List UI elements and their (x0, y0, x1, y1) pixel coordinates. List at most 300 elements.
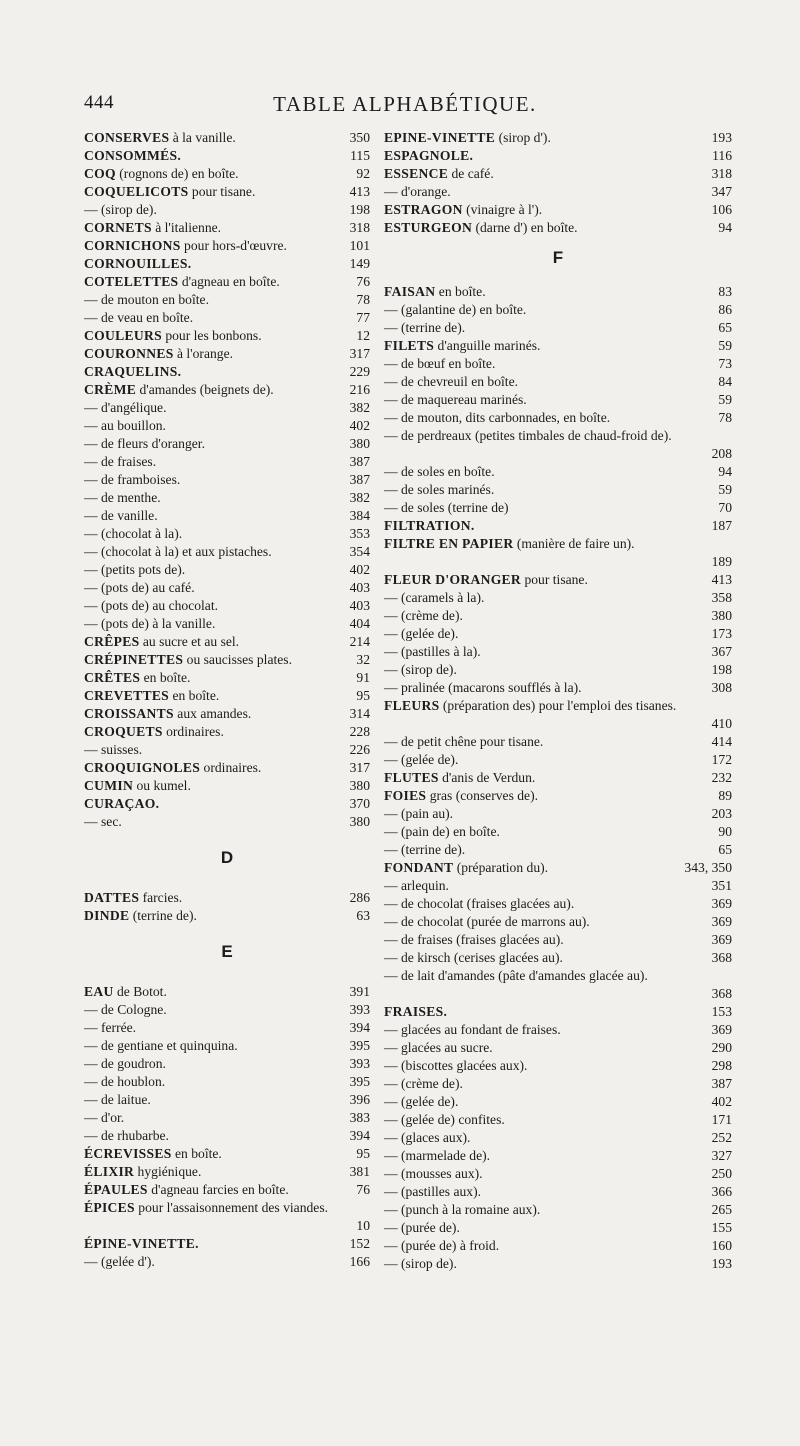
index-entry (84, 1127, 370, 1145)
entry-page-number: 228 (349, 724, 370, 739)
entry-page-number: 252 (711, 1130, 732, 1145)
entry-page-number: 350 (349, 130, 370, 145)
entry-detail: (terrine de). (129, 908, 197, 923)
spacer (384, 271, 732, 283)
entry-page-number: 86 (718, 302, 732, 317)
entry-detail: pour l'assaisonnement des viandes. (134, 1200, 329, 1215)
entry-keyword: FILTRATION. (384, 518, 475, 533)
entry-page-number: 347 (711, 184, 732, 199)
entry-detail: — glacées au fondant de fraises. (384, 1022, 561, 1037)
entry-keyword: DATTES (84, 890, 140, 905)
entry-detail: — (pain de) en boîte. (384, 824, 500, 839)
entry-page-number: 395 (349, 1038, 370, 1053)
entry-text (384, 877, 449, 895)
entry-text (384, 129, 551, 147)
entry-detail: — de kirsch (cerises glacées au). (384, 950, 563, 965)
entry-detail: — de petit chêne pour tisane. (384, 734, 544, 749)
entry-page-number: 173 (711, 626, 732, 641)
index-entry (384, 147, 732, 165)
index-entry (384, 787, 732, 805)
entry-page-number: 155 (711, 1220, 732, 1235)
entry-text (384, 895, 574, 913)
index-entry (84, 381, 370, 399)
entry-detail: de café. (448, 166, 494, 181)
entry-detail: — (marmelade de). (384, 1148, 491, 1163)
entry-detail: hygiénique. (134, 1164, 202, 1179)
index-entry (384, 1003, 732, 1021)
entry-page-number: 78 (356, 292, 370, 307)
entry-text (84, 1073, 165, 1091)
index-entry (84, 273, 370, 291)
index-column-left (84, 129, 370, 1271)
entry-page-number: 368 (711, 950, 732, 965)
entry-detail: (vinaigre à l'). (462, 202, 543, 217)
entry-text (384, 219, 578, 237)
entry-detail: — (pastilles aux). (384, 1184, 482, 1199)
entry-page-number: 95 (356, 688, 370, 703)
entry-text (84, 705, 251, 723)
index-entry (384, 1201, 732, 1219)
entry-page-number: 402 (349, 418, 370, 433)
entry-page-number: 317 (349, 346, 370, 361)
entry-detail: (préparation du). (453, 860, 549, 875)
index-entry (384, 1111, 732, 1129)
index-entry (84, 165, 370, 183)
index-entry (84, 1199, 370, 1235)
entry-keyword: CROISSANTS (84, 706, 174, 721)
entry-text (84, 255, 191, 273)
entry-detail: — glacées au sucre. (384, 1040, 493, 1055)
entry-text (384, 931, 564, 949)
entry-detail: à la vanille. (169, 130, 236, 145)
entry-detail: — (pain au). (384, 806, 454, 821)
entry-text (84, 1181, 289, 1199)
index-entry (384, 697, 732, 733)
entry-keyword: FRAISES. (384, 1004, 448, 1019)
index-entry (84, 1073, 370, 1091)
index-entry (84, 543, 370, 561)
index-entry (384, 1219, 732, 1237)
entry-page-number: 318 (349, 220, 370, 235)
entry-page-number: 214 (349, 634, 370, 649)
entry-page-number: 90 (718, 824, 732, 839)
entry-detail: — (pots de) au café. (84, 580, 195, 595)
entry-text (84, 129, 236, 147)
index-entry (384, 129, 732, 147)
entry-detail: pour tisane. (188, 184, 256, 199)
entry-page-number: 89 (718, 788, 732, 803)
entry-text (384, 949, 563, 967)
entry-page-number: 354 (349, 544, 370, 559)
entry-text (84, 507, 158, 525)
index-entry (384, 823, 732, 841)
entry-text (84, 723, 224, 741)
entry-detail: — de rhubarbe. (84, 1128, 169, 1143)
index-entry (384, 751, 732, 769)
index-entry (84, 741, 370, 759)
entry-detail: — (glaces aux). (384, 1130, 471, 1145)
entry-text (84, 1019, 136, 1037)
spacer (84, 871, 370, 889)
entry-detail: — de maquereau marinés. (384, 392, 527, 407)
index-entry (384, 355, 732, 373)
index-entry (384, 1183, 732, 1201)
entry-page-number: 391 (349, 984, 370, 999)
index-entry (384, 1255, 732, 1273)
index-entry (84, 255, 370, 273)
entry-page-number: 229 (349, 364, 370, 379)
entry-keyword: COQUELICOTS (84, 184, 189, 199)
entry-text (84, 1253, 155, 1271)
entry-keyword: FILETS (384, 338, 435, 353)
entry-detail: — de soles marinés. (384, 482, 495, 497)
entry-text (384, 697, 690, 715)
entry-text (384, 373, 518, 391)
entry-detail: — (terrine de). (384, 842, 466, 857)
entry-text (384, 733, 543, 751)
entry-text (384, 1039, 493, 1057)
index-entry (84, 1145, 370, 1163)
entry-text (384, 859, 548, 877)
entry-detail: — de vanille. (84, 508, 158, 523)
entry-keyword: CRAQUELINS. (84, 364, 182, 379)
entry-page-number: 380 (349, 778, 370, 793)
index-entry (84, 1109, 370, 1127)
index-entry (84, 291, 370, 309)
index-entry (384, 427, 732, 463)
entry-detail: — de Cologne. (84, 1002, 167, 1017)
entry-text (384, 147, 473, 165)
entry-keyword: COURONNES (84, 346, 174, 361)
index-entry (384, 219, 732, 237)
entry-detail: — (gelée de). (384, 752, 459, 767)
entry-text (384, 607, 463, 625)
entry-text (384, 1201, 540, 1219)
index-entry (84, 1091, 370, 1109)
entry-text (384, 1003, 447, 1021)
index-entry (84, 651, 370, 669)
index-entry (384, 183, 732, 201)
entry-detail: — (terrine de). (384, 320, 466, 335)
entry-keyword: CRÈME (84, 382, 137, 397)
index-entry (384, 337, 732, 355)
entry-text (84, 291, 209, 309)
entry-keyword: ÉPINE-VINETTE. (84, 1236, 199, 1251)
entry-text (384, 571, 588, 589)
entry-detail: à l'orange. (173, 346, 234, 361)
entry-detail: d'anis de Verdun. (438, 770, 536, 785)
entry-detail: — (sirop de). (384, 1256, 457, 1271)
entry-text (84, 1055, 166, 1073)
entry-detail: — de lait d'amandes (pâte d'amandes glacée au). (384, 968, 648, 983)
entry-keyword: FONDANT (384, 860, 454, 875)
index-entry (84, 633, 370, 651)
index-entry (384, 895, 732, 913)
entry-detail: en boîte. (171, 1146, 222, 1161)
entry-page-number: 387 (349, 454, 370, 469)
entry-detail: — de gentiane et quinquina. (84, 1038, 238, 1053)
entry-text (84, 273, 280, 291)
index-entry (84, 983, 370, 1001)
entry-keyword: CORNETS (84, 220, 152, 235)
entry-text (384, 481, 494, 499)
entry-keyword: FLUTES (384, 770, 439, 785)
index-entry (384, 1075, 732, 1093)
entry-page-number: 95 (356, 1146, 370, 1161)
index-entry (84, 1235, 370, 1253)
index-entry (84, 417, 370, 435)
index-entry (384, 1129, 732, 1147)
index-entry (384, 589, 732, 607)
entry-text (384, 301, 526, 319)
entry-detail: — de menthe. (84, 490, 161, 505)
entry-detail: — suisses. (84, 742, 143, 757)
section-letter: F (552, 248, 564, 267)
entry-detail: ou kumel. (133, 778, 191, 793)
entry-page-number: 166 (349, 1254, 370, 1269)
entry-page-number: 290 (711, 1040, 732, 1055)
entry-detail: — (chocolat à la). (84, 526, 183, 541)
entry-page-number: 387 (349, 472, 370, 487)
index-entry (384, 409, 732, 427)
entry-keyword: ÉCREVISSES (84, 1146, 172, 1161)
index-entry (384, 877, 732, 895)
entry-text (84, 363, 181, 381)
entry-page-number: 384 (349, 508, 370, 523)
entry-page-number: 393 (349, 1056, 370, 1071)
entry-detail: pour hors-d'œuvre. (180, 238, 287, 253)
entry-page-number: 413 (349, 184, 370, 199)
index-entry (84, 525, 370, 543)
index-entry (384, 769, 732, 787)
entry-text (84, 777, 191, 795)
entry-keyword: FILTRE EN PAPIER (384, 536, 514, 551)
entry-text (384, 1219, 460, 1237)
entry-page-number: 149 (349, 256, 370, 271)
index-entry (384, 1093, 732, 1111)
entry-keyword: FOIES (384, 788, 427, 803)
entry-page-number: 91 (356, 670, 370, 685)
entry-text (384, 751, 458, 769)
index-entry (84, 399, 370, 417)
index-entry (84, 507, 370, 525)
entry-page-number: 153 (711, 1004, 732, 1019)
entry-text (384, 913, 590, 931)
entry-detail: — (petits pots de). (84, 562, 186, 577)
index-entry (84, 561, 370, 579)
spacer (84, 925, 370, 943)
entry-keyword: EPINE-VINETTE (384, 130, 496, 145)
entry-detail: pour les bonbons. (161, 328, 262, 343)
entry-keyword: CUMIN (84, 778, 134, 793)
entry-text (384, 535, 690, 553)
entry-text (84, 1145, 222, 1163)
entry-detail: — (purée de). (384, 1220, 460, 1235)
entry-page-number: 92 (356, 166, 370, 181)
entry-page-number: 232 (711, 770, 732, 785)
entry-text (84, 813, 122, 831)
entry-text (84, 327, 262, 345)
index-entry (84, 813, 370, 831)
index-entry (384, 301, 732, 319)
index-entry (84, 201, 370, 219)
entry-detail: — (pots de) à la vanille. (84, 616, 216, 631)
entry-page-number: 78 (718, 410, 732, 425)
entry-text (84, 561, 185, 579)
index-entry (384, 1237, 732, 1255)
index-entry (84, 183, 370, 201)
entry-text (384, 1165, 483, 1183)
page-title: TABLE ALPHABÉTIQUE. (273, 92, 537, 116)
index-entry (84, 759, 370, 777)
entry-text (84, 381, 274, 399)
entry-detail: — (gelée de). (384, 1094, 459, 1109)
entry-detail: (sirop d'). (495, 130, 551, 145)
entry-keyword: CRÊPES (84, 634, 140, 649)
entry-text (84, 543, 272, 561)
entry-text (84, 907, 197, 925)
entry-text (84, 1163, 201, 1181)
entry-text (84, 399, 166, 417)
entry-detail: — (crème de). (384, 1076, 463, 1091)
entry-page-number: 172 (711, 752, 732, 767)
entry-page-number: 76 (356, 1182, 370, 1197)
entry-text (84, 201, 157, 219)
entry-detail: — de fleurs d'oranger. (84, 436, 205, 451)
entry-page-number: 369 (711, 932, 732, 947)
entry-page-number: 70 (718, 500, 732, 515)
entry-page-number: 189 (711, 554, 732, 569)
index-entry (384, 679, 732, 697)
entry-detail: — (galantine de) en boîte. (384, 302, 527, 317)
entry-page-number: 59 (718, 338, 732, 353)
entry-page-number: 383 (349, 1110, 370, 1125)
entry-page-number: 395 (349, 1074, 370, 1089)
entry-keyword: ÉLIXIR (84, 1164, 135, 1179)
entry-page-number: 396 (349, 1092, 370, 1107)
entry-page-number: 160 (711, 1238, 732, 1253)
entry-detail: — de chevreuil en boîte. (384, 374, 518, 389)
entry-page-number: 318 (711, 166, 732, 181)
index-entry (84, 237, 370, 255)
entry-text (84, 1001, 167, 1019)
entry-keyword: CURAÇAO. (84, 796, 160, 811)
entry-detail: — de goudron. (84, 1056, 166, 1071)
entry-page-number: 101 (349, 238, 370, 253)
entry-detail: d'agneau en boîte. (178, 274, 280, 289)
entry-page-number: 12 (356, 328, 370, 343)
index-entry (384, 733, 732, 751)
entry-page-number: 380 (349, 436, 370, 451)
entry-page-number: 414 (711, 734, 732, 749)
entry-text (384, 165, 494, 183)
entry-detail: — (pots de) au chocolat. (84, 598, 219, 613)
entry-text (84, 983, 167, 1001)
entry-detail: en boîte. (435, 284, 486, 299)
entry-page-number: 380 (349, 814, 370, 829)
entry-page-number: 381 (349, 1164, 370, 1179)
index-entry (384, 913, 732, 931)
entry-text (384, 967, 690, 985)
entry-detail: (manière de faire un). (513, 536, 635, 551)
index-entry (384, 165, 732, 183)
entry-page-number: 403 (349, 598, 370, 613)
entry-detail: aux amandes. (173, 706, 252, 721)
entry-keyword: CONSERVES (84, 130, 170, 145)
index-entry (384, 391, 732, 409)
entry-keyword: FLEUR D'ORANGER (384, 572, 522, 587)
entry-text (384, 805, 453, 823)
index-entry (384, 931, 732, 949)
index-entry (384, 571, 732, 589)
entry-page-number: 368 (711, 986, 732, 1001)
entry-page-number: 317 (349, 760, 370, 775)
entry-detail: — (caramels à la). (384, 590, 485, 605)
entry-page-number: 76 (356, 274, 370, 289)
entry-detail: — de veau en boîte. (84, 310, 194, 325)
entry-text (384, 499, 509, 517)
entry-page-number: 366 (711, 1184, 732, 1199)
entry-page-number: 203 (711, 806, 732, 821)
entry-text (84, 795, 159, 813)
entry-text (84, 1235, 199, 1253)
index-entry (84, 1001, 370, 1019)
entry-page-number: 198 (711, 662, 732, 677)
index-entry (84, 471, 370, 489)
entry-keyword: EAU (84, 984, 114, 999)
entry-page-number: 152 (349, 1236, 370, 1251)
entry-text (384, 787, 538, 805)
entry-detail: ou saucisses plates. (183, 652, 292, 667)
entry-text (84, 759, 261, 777)
entry-keyword: CORNICHONS (84, 238, 181, 253)
index-entry (84, 219, 370, 237)
section-letter: E (221, 942, 233, 961)
index-entry (384, 463, 732, 481)
entry-text (84, 345, 233, 363)
entry-text (84, 165, 239, 183)
entry-text (384, 643, 481, 661)
entry-page-number: 216 (349, 382, 370, 397)
entry-page-number: 380 (711, 608, 732, 623)
entry-page-number: 63 (356, 908, 370, 923)
entry-text (84, 183, 255, 201)
entry-page-number: 298 (711, 1058, 732, 1073)
entry-text (384, 1111, 505, 1129)
entry-detail: d'amandes (beignets de). (136, 382, 274, 397)
entry-keyword: ESTURGEON (384, 220, 473, 235)
index-entry (84, 489, 370, 507)
entry-page-number: 115 (350, 148, 370, 163)
entry-text (384, 463, 495, 481)
entry-detail: — (punch à la romaine aux). (384, 1202, 541, 1217)
entry-detail: à l'italienne. (151, 220, 222, 235)
entry-page-number: 308 (711, 680, 732, 695)
index-entry (84, 1055, 370, 1073)
entry-text (84, 597, 218, 615)
entry-page-number: 59 (718, 392, 732, 407)
entry-detail: — de chocolat (fraises glacées au). (384, 896, 575, 911)
entry-keyword: COTELETTES (84, 274, 179, 289)
entry-keyword: FLEURS (384, 698, 440, 713)
entry-text (384, 283, 486, 301)
entry-page-number: 94 (718, 220, 732, 235)
entry-page-number: 369 (711, 896, 732, 911)
index-entry (84, 345, 370, 363)
entry-keyword: DINDE (84, 908, 130, 923)
index-entry (84, 907, 370, 925)
entry-text (384, 517, 475, 535)
